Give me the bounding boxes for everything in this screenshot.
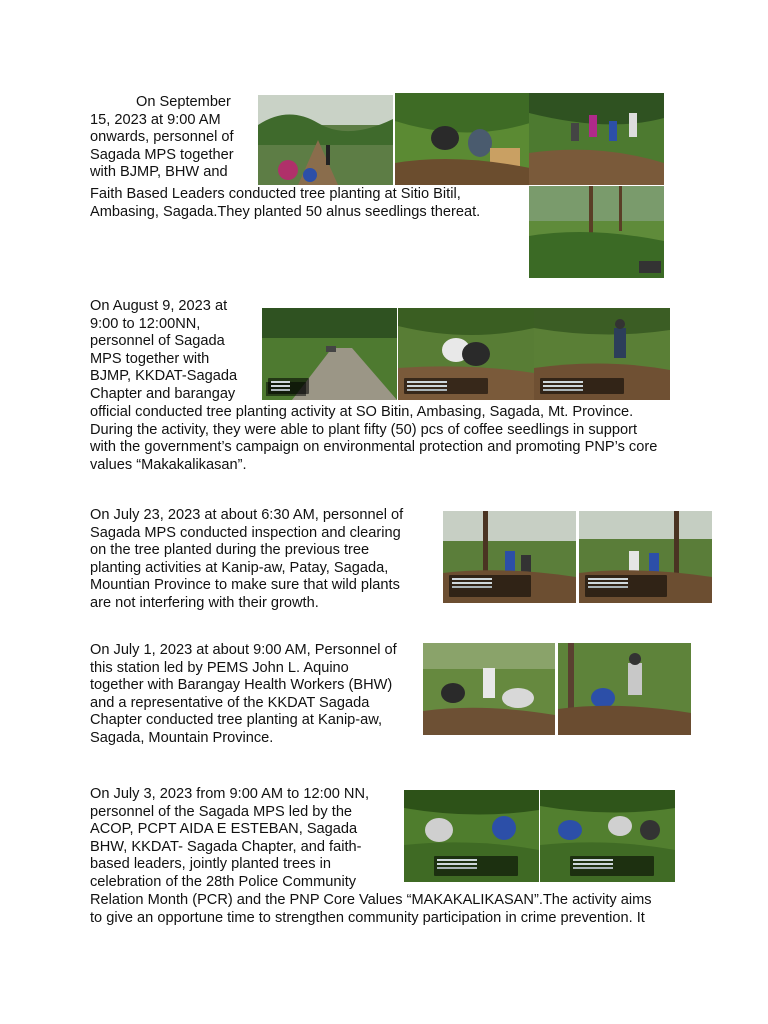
text-line: onwards, personnel of bbox=[90, 129, 234, 146]
text-line: On September bbox=[136, 94, 231, 110]
text-line: together with Barangay Health Workers (BHW) bbox=[90, 677, 393, 694]
text-line: Mountian Province to make sure that wild plants bbox=[90, 577, 400, 594]
text-line: BJMP, KKDAT-Sagada bbox=[90, 368, 238, 385]
text-line: 15, 2023 at 9:00 AM bbox=[90, 111, 221, 128]
photo-pine-forest-slope bbox=[529, 186, 664, 278]
paragraph-jul-3-cont bbox=[90, 892, 678, 927]
text-line: 9:00 to 12:00NN, bbox=[90, 315, 201, 332]
text-line: Sagada MPS conducted inspection and clearing bbox=[90, 524, 401, 541]
geotag-overlay bbox=[404, 378, 488, 394]
paragraph-aug-9-cont bbox=[90, 404, 678, 474]
text-line: celebration of the 28th Police Community bbox=[90, 873, 357, 890]
geotag-overlay bbox=[540, 378, 624, 394]
photo-clearing-inspection-1 bbox=[443, 511, 576, 603]
geotag-overlay bbox=[268, 378, 309, 394]
photo-planting-seedling bbox=[395, 93, 530, 185]
photo-clearing-inspection-2 bbox=[579, 511, 712, 603]
photo-pcr-tree-planting-2 bbox=[540, 790, 675, 882]
text-line: personnel of Sagada bbox=[90, 333, 225, 350]
text-line: personnel of the Sagada MPS led by the bbox=[90, 803, 353, 820]
geotag-overlay bbox=[434, 856, 518, 876]
paragraph-aug-9 bbox=[90, 298, 252, 404]
text-line: On July 1, 2023 at about 9:00 AM, Personnel of bbox=[90, 642, 397, 658]
geotag-overlay bbox=[585, 575, 667, 597]
text-line: Sagada, Mountain Province. bbox=[90, 729, 274, 746]
text-line: to give an opportune time to strengthen community participation in crime prevention. It bbox=[90, 909, 645, 926]
text-line: planting activities at Kanip-aw, Patay, Sagada, bbox=[90, 559, 389, 576]
text-line: During the activity, they were able to plant fifty (50) pcs of coffee seedlings in support bbox=[90, 421, 638, 438]
text-line: BHW, KKDAT- Sagada Chapter, and faith- bbox=[90, 838, 362, 855]
text-line: Ambasing, Sagada.They planted 50 alnus seedlings thereat. bbox=[90, 203, 481, 220]
photo-officer-digging bbox=[558, 643, 691, 735]
photo-pcr-tree-planting-1 bbox=[404, 790, 539, 882]
text-line: Faith Based Leaders conducted tree planting at Sitio Bitil, bbox=[90, 186, 461, 202]
photo-tree-planting-trail bbox=[258, 95, 393, 185]
text-line: values “Makakalikasan”. bbox=[90, 456, 247, 473]
geotag-overlay bbox=[449, 575, 531, 597]
text-line: with BJMP, BHW and bbox=[90, 164, 228, 181]
photo-mountain-road bbox=[262, 308, 397, 400]
text-line: with the government’s campaign on environmental protection and promoting PNP’s core bbox=[90, 439, 658, 456]
text-line: based leaders, jointly planted trees in bbox=[90, 856, 331, 873]
text-line: this station led by PEMS John L. Aquino bbox=[90, 659, 349, 676]
text-line: official conducted tree planting activity at SO Bitin, Ambasing, Sagada, Mt. Province. bbox=[90, 404, 634, 420]
text-line: On July 23, 2023 at about 6:30 AM, personnel of bbox=[90, 507, 404, 523]
photo-group-planting-slope bbox=[529, 93, 664, 185]
text-line: Chapter and barangay bbox=[90, 385, 236, 402]
paragraph-jul-3 bbox=[90, 786, 392, 892]
text-line: are not interfering with their growth. bbox=[90, 594, 319, 611]
photo-planting-officer bbox=[534, 308, 670, 400]
text-line: Chapter conducted tree planting at Kanip-aw, bbox=[90, 712, 383, 729]
text-line: MPS together with bbox=[90, 350, 210, 367]
text-line: ACOP, PCPT AIDA E ESTEBAN, Sagada bbox=[90, 821, 358, 838]
text-line: Relation Month (PCR) and the PNP Core Values “MAKAKALIKASAN”.The activity aims bbox=[90, 892, 652, 908]
geotag-overlay bbox=[570, 856, 654, 876]
photo-bhw-planting-group bbox=[423, 643, 555, 735]
text-line: and a representative of the KKDAT Sagada bbox=[90, 694, 370, 711]
paragraph-sept-15 bbox=[90, 94, 248, 182]
paragraph-jul-23 bbox=[90, 507, 431, 613]
text-line: On August 9, 2023 at bbox=[90, 298, 228, 314]
text-line: on the tree planted during the previous tree bbox=[90, 542, 370, 559]
paragraph-sept-15-cont bbox=[90, 186, 520, 221]
text-line: Sagada MPS together bbox=[90, 146, 234, 163]
paragraph-jul-1 bbox=[90, 642, 410, 748]
photo-digging-seedlings bbox=[398, 308, 534, 400]
text-line: On July 3, 2023 from 9:00 AM to 12:00 NN, bbox=[90, 786, 370, 802]
